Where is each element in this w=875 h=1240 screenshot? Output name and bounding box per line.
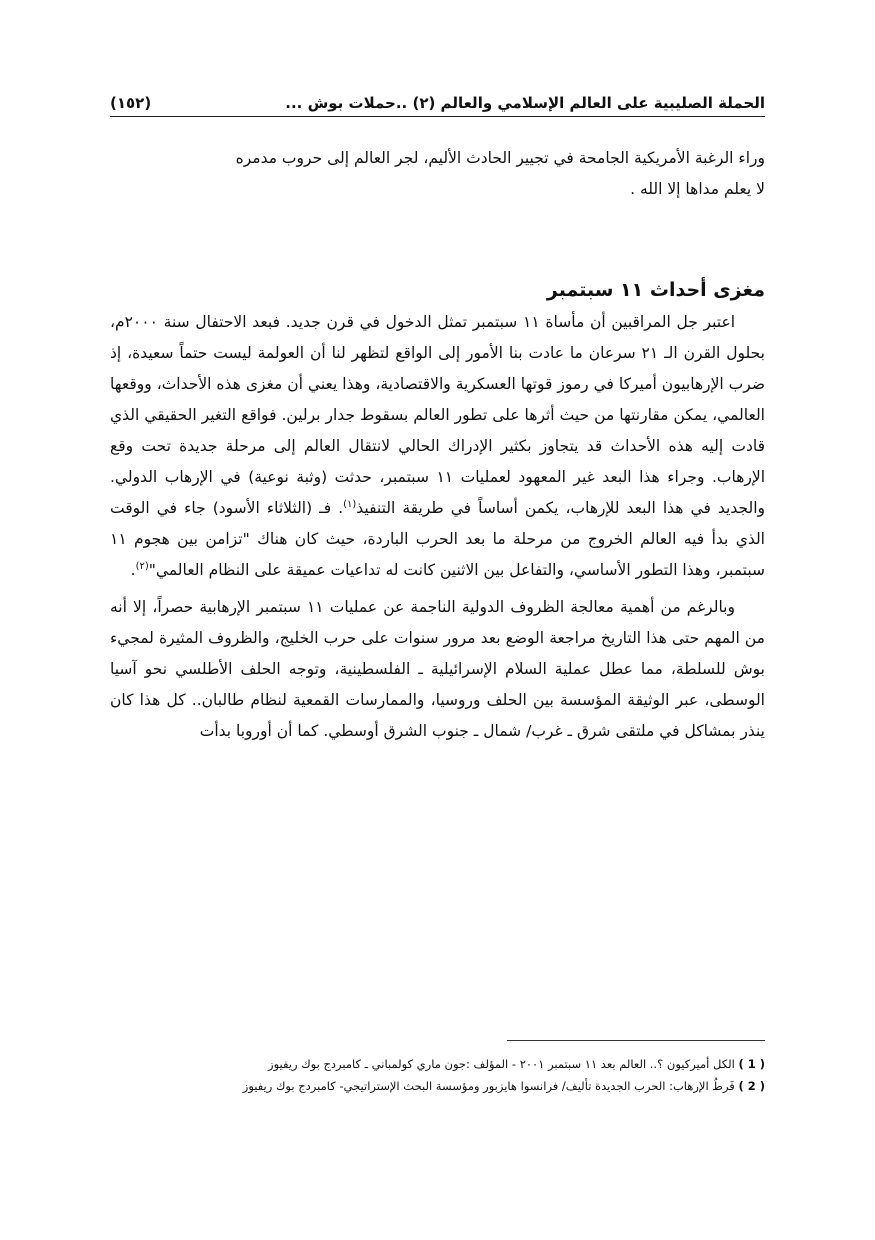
footnote-1-text: الكل أميركيون ؟.. العالم بعد ١١ سبتمبر ٢٠٠١ - المؤلف :جون ماري كولمباني ـ كامبردج بوك ريفيوز (268, 1057, 735, 1071)
page-number: (١٥٢) (110, 94, 152, 112)
paragraph-1-text: اعتبر جل المراقبين أن مأساة ١١ سبتمبر تمثل الدخول في قرن جديد. فبعد الاحتفال سنة ٢٠٠٠م، بحلول القرن الـ ٢١ سرعان ما عادت بنا الأمور إلى الواقع لتظهر لنا أن العولمة ليست حتماً سعيدة، إذ ضرب الإرهابيون أميركا في رموز قوتها العسكرية والاقتصادية، وهذا يعني أن مغزى هذه الأحداث، ووقعها العالمي، يمكن مقارنتها من حيث أثرها على تطور العالم بسقوط جدار برلين. فواقع التغير الحقيقي الذي قادت إليه هذه الأحداث قد يتجاوز بكثير الإدراك الحالي لانتقال العالم إلى مرحلة جديدة تحت وقع الإرهاب. وجراء هذا البعد غير المعهود لعمليات ١١ سبتمبر، حدثت (وثبة نوعية) في الإرهاب الدولي. والجديد في هذا البعد للإرهاب، يكمن أساساً في طريقة التنفيذ (110, 313, 765, 517)
footnotes (110, 1053, 765, 1097)
footnote-ref-1[interactable]: (١) (343, 498, 357, 510)
paragraph-1-end: . (130, 561, 136, 579)
footnote-2-text: فَرطُ الإرهاب: الحرب الجديدة تأليف/ فرانسوا هايزبور ومؤسسة البحث الإستراتيجي- كامبردج بوك ريفيوز (242, 1079, 735, 1093)
intro-line-1: وراء الرغبة الأمريكية الجامحة في تجيير الحادث الأليم، لجر العالم إلى حروب مدمره (235, 149, 765, 167)
intro-line-2: لا يعلم مداها إلا الله . (630, 180, 765, 198)
footnote-1-mark: ( 1 ) (738, 1057, 765, 1071)
document-page (110, 88, 765, 1240)
footnote-2 (110, 1075, 765, 1097)
body-paragraph-2: وبالرغم من أهمية معالجة الظروف الدولية الناجمة عن عمليات ١١ سبتمبر الإرهابية حصراً، إلا أنه من المهم حتى هذا التاريخ مراجعة الوضع بعد مرور سنوات على حرب الخليج، والظروف المثيرة لمجيء بوش للسلطة، مما عطل عملية السلام الإسرائيلية ـ الفلسطينية، وتوجه الحلف الأطلسي نحو آسيا الوسطى، عبر الوثيقة المؤسسة بين الحلف وروسيا، والممارسات القمعية لنظام طالبان.. كل هذا كان ينذر بمشاكل في ملتقى شرق ـ غرب/ شمال ـ جنوب الشرق أوسطي. كما أن أوروبا بدأت (110, 598, 765, 740)
running-header (110, 88, 765, 117)
body-paragraph-1 (110, 307, 765, 586)
intro-paragraph (110, 143, 765, 205)
paragraph-1-continued: . فـ (الثلاثاء الأسود) جاء في الوقت الذي بدأ فيه العالم الخروج من مرحلة ما بعد الحرب الباردة، حيث كان هناك "تزامن بين هجوم ١١ سبتمبر، وهذا التطور الأساسي، والتفاعل بين الاثنين كانت له تداعيات عميقة على النظام العالمي" (110, 499, 765, 579)
footnote-ref-2[interactable]: (٢) (135, 560, 149, 572)
footnote-1 (110, 1053, 765, 1075)
section-title: مغزى أحداث ١١ سبتمبر (546, 279, 765, 301)
footnote-divider (507, 1040, 765, 1041)
header-title: الحملة الصليبية على العالم الإسلامي والعالم (٢) ..حملات بوش ... (285, 94, 765, 112)
footnote-2-mark: ( 2 ) (738, 1079, 765, 1093)
